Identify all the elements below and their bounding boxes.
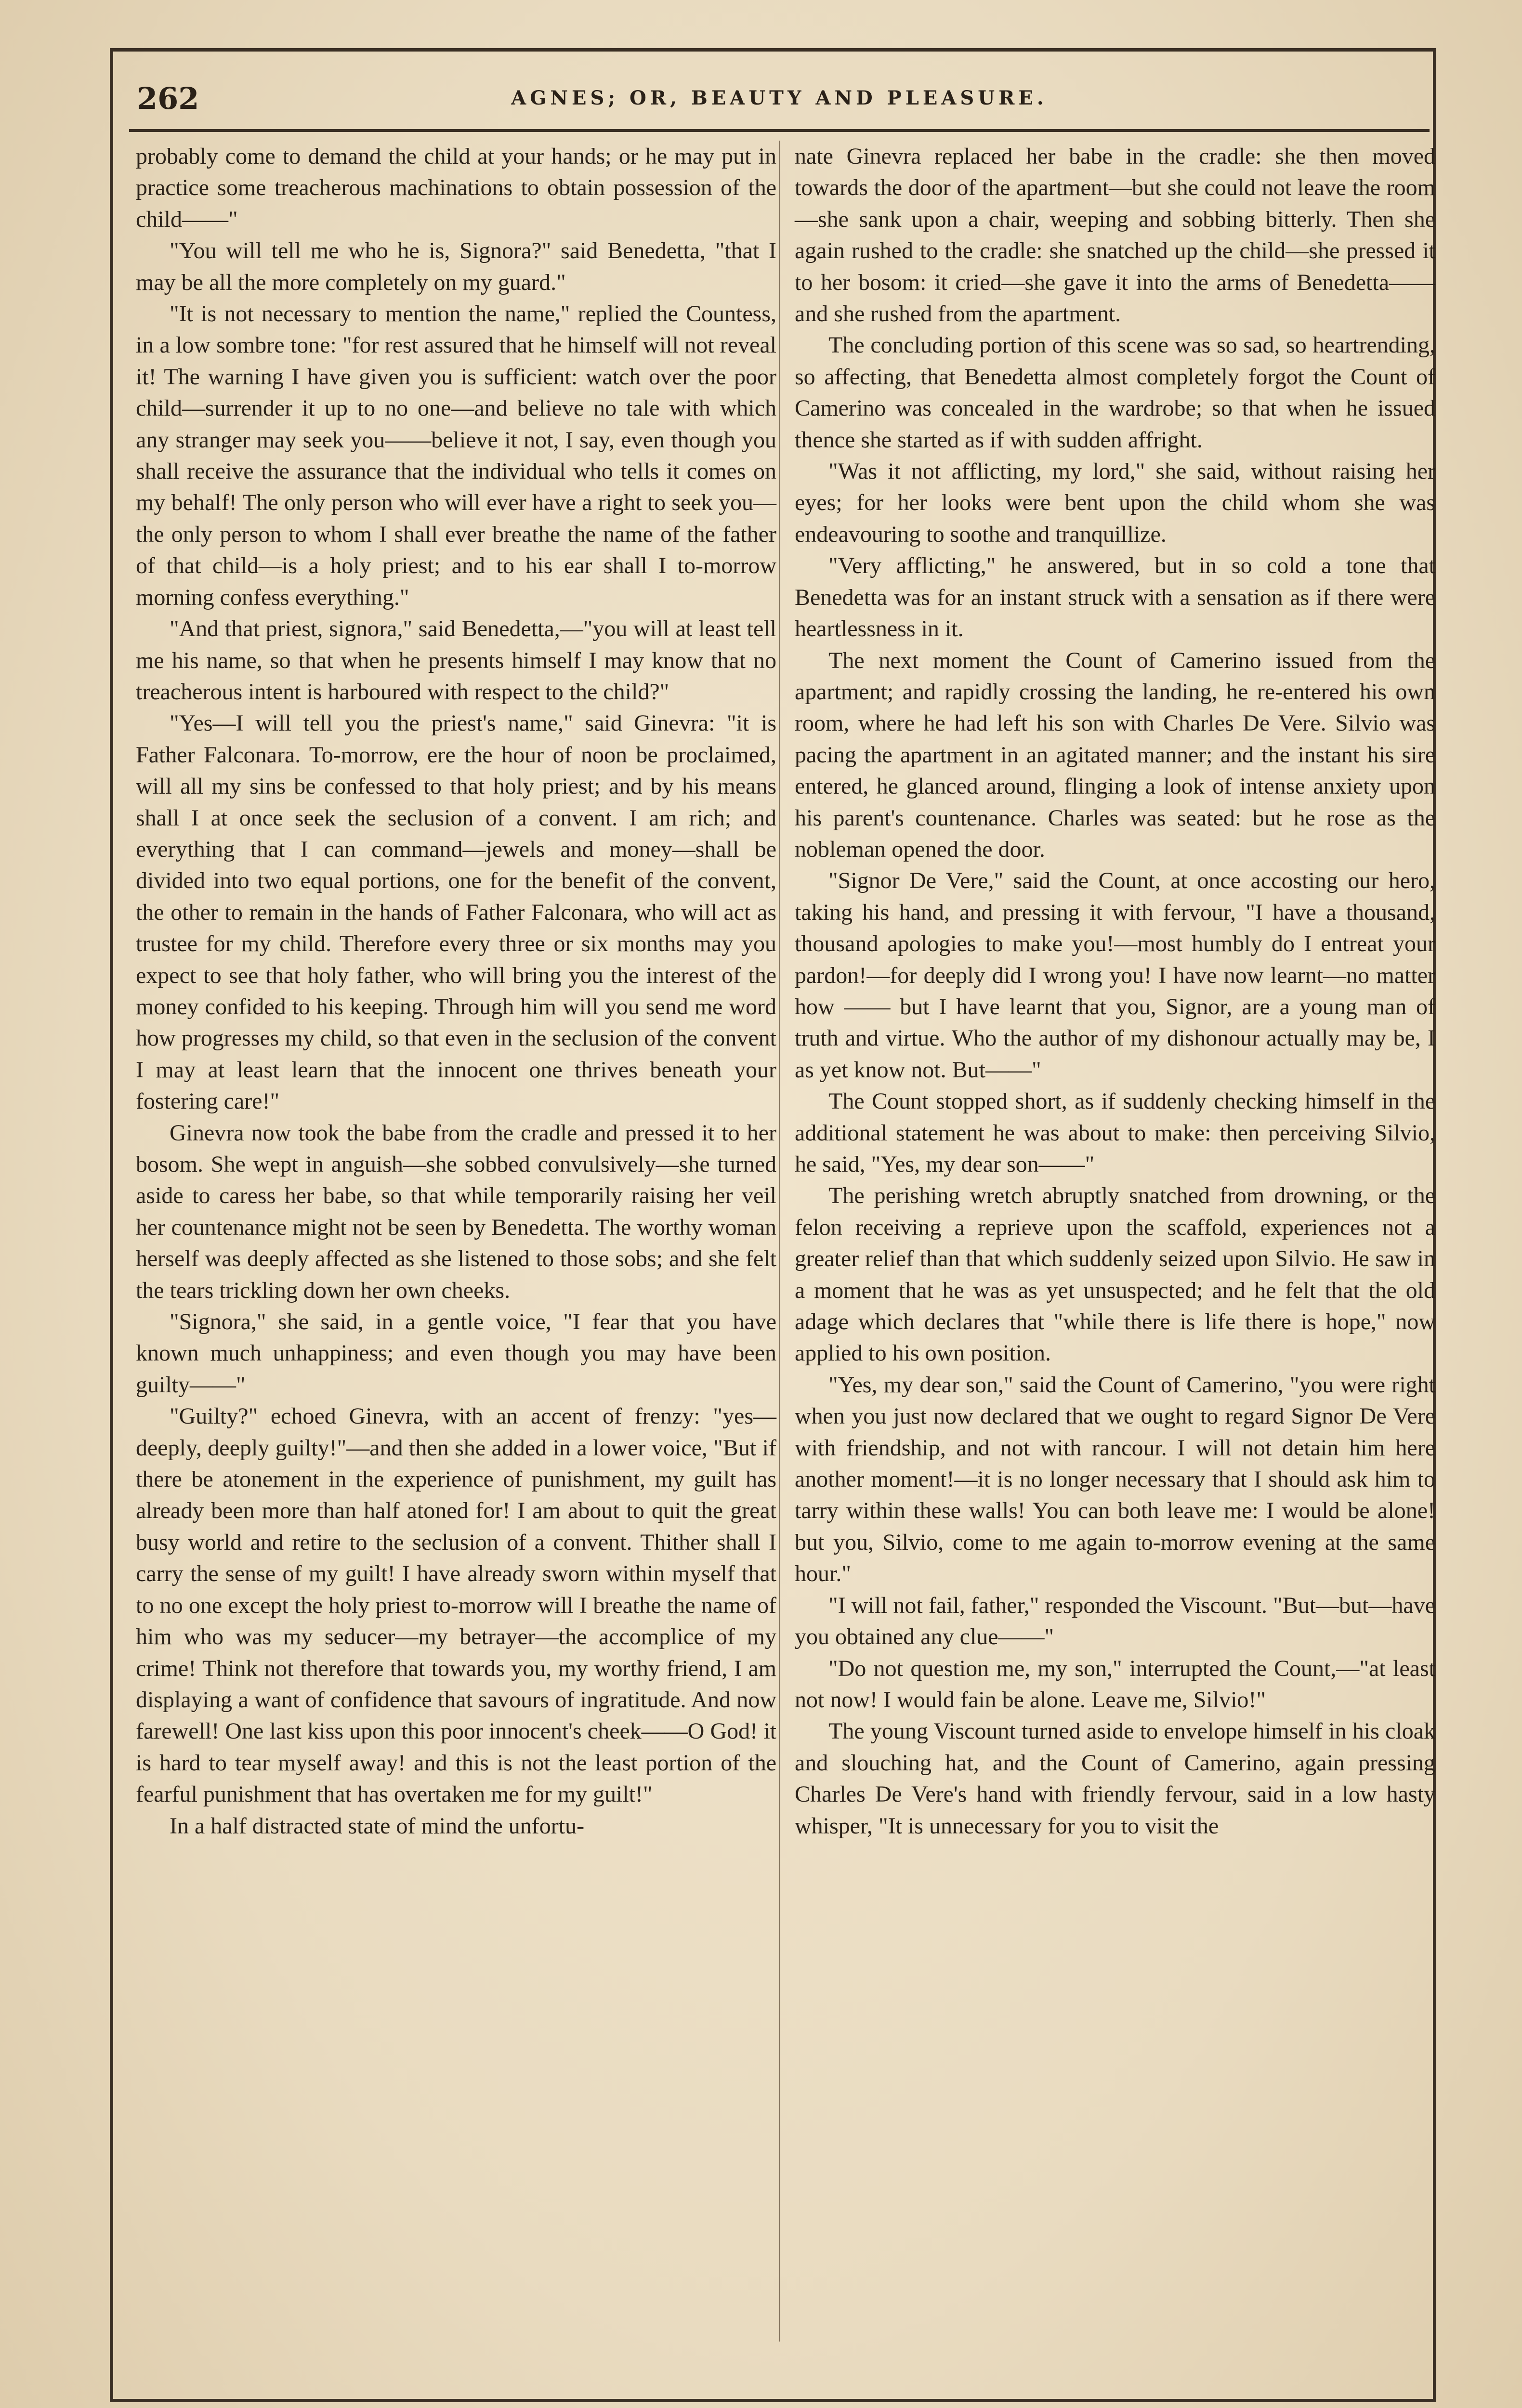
paragraph: The perishing wretch abruptly snatched from drowning, or the felon receiving a reprieve upon the scaffold, experiences not a greater relief than that which suddenly seized upon Silvio. He saw in a moment that he was as yet unsuspected; and he felt that the old adage which declares that "while there is life there is hope," now applied to his own position.: [795, 1183, 1435, 1366]
paragraph: "Yes—I will tell you the priest's name," said Ginevra: "it is Father Falconara. To-morrow, ere the hour of noon be proclaimed, will all my sins be confessed to that holy priest; and by his means shall I at once seek the seclusion of a convent. I am rich; and everything that I can command—jewels and money—shall be divided into two equal portions, one for the benefit of the convent, the other to remain in the hands of Father Falconara, who will act as trustee for my child. Therefore every three or six months may you expect to see that holy father, who will bring you the interest of the money confided to his keeping. Through him will you send me word how progresses my child, so that even in the seclusion of the convent I may at least learn that the innocent one thrives beneath your fostering care!": [136, 710, 776, 1114]
paragraph: "And that priest, signora," said Benedetta,—"you will at least tell me his name, so that when he presents himself I may know that no treacherous intent is harboured with respect to the child?": [136, 616, 776, 705]
right-column: [795, 141, 1435, 1842]
page-number: 262: [137, 81, 199, 116]
left-column: [136, 141, 776, 1842]
paragraph: The Count stopped short, as if suddenly checking himself in the additional statement he was about to make: then perceiving Silvio, he said, "Yes, my dear son——": [795, 1088, 1435, 1177]
running-title: AGNES; OR, BEAUTY AND PLEASURE.: [511, 87, 1048, 109]
paragraph: The concluding portion of this scene was so sad, so heartrending, so affecting, that Benedetta almost completely forgot the Count of Camerino was concealed in the wardrobe; so that when he issued thence she started as if with sudden affright.: [795, 332, 1435, 453]
paragraph: The young Viscount turned aside to envelope himself in his cloak and slouching hat, and the Count of Camerino, again pressing Charles De Vere's hand with friendly fervour, said in a low hasty whisper, "It is unnecessary for you to visit the: [795, 1718, 1435, 1839]
paragraph: Ginevra now took the babe from the cradle and pressed it to her bosom. She wept in anguish—she sobbed convulsively—she turned aside to caress her babe, so that while temporarily raising her veil her countenance might not be seen by Benedetta. The worthy woman herself was deeply affected as she listened to those sobs; and she felt the tears trickling down her own cheeks.: [136, 1120, 776, 1303]
paragraph: The next moment the Count of Camerino issued from the apartment; and rapidly crossing the landing, he re-entered his own room, where he had left his son with Charles De Vere. Silvio was pacing the apartment in an agitated manner; and the instant his sire entered, he glanced around, flinging a look of intense anxiety upon his parent's countenance. Charles was seated: but he rose as the nobleman opened the door.: [795, 647, 1435, 862]
column-divider: [779, 141, 780, 2342]
paragraph: "Guilty?" echoed Ginevra, with an accent of frenzy: "yes—deeply, deeply guilty!"—and then she added in a lower voice, "But if there be atonement in the experience of punishment, my guilt has already been more than half atoned for! I am about to quit the great busy world and retire to the seclusion of a convent. Thither shall I carry the sense of my guilt! I have already sworn within myself that to no one except the holy priest to-morrow will I breathe the name of him who was my seducer—my betrayer—the accomplice of my crime! Think not therefore that towards you, my worthy friend, I am displaying a want of confidence that savours of ingratitude. And now farewell! One last kiss upon this poor innocent's cheek——O God! it is hard to tear myself away! and this is not the least portion of the fearful punishment that has overtaken me for my guilt!": [136, 1403, 776, 1807]
paragraph: "It is not necessary to mention the name," replied the Countess, in a low sombre tone: "for rest assured that he himself will not reveal it! The warning I have given you is sufficient: watch over the poor child—surrender it up to no one—and believe no tale with which any stranger may seek you——believe it not, I say, even though you shall receive the assurance that the individual who tells it comes on my behalf! The only person who will ever have a right to seek you—the only person to whom I shall ever breathe the name of the father of that child—is a holy priest; and to his ear shall I to-morrow morning confess everything.": [136, 301, 776, 610]
paragraph: probably come to demand the child at your hands; or he may put in practice some treacherous machinations to obtain possession of the child——": [136, 144, 776, 232]
paragraph: "Was it not afflicting, my lord," she said, without raising her eyes; for her looks were bent upon the child whom she was endeavouring to soothe and tranquillize.: [795, 458, 1435, 547]
paragraph: "Very afflicting," he answered, but in so cold a tone that Benedetta was for an instant struck with a sensation as if there were heartlessness in it.: [795, 553, 1435, 642]
paragraph: In a half distracted state of mind the unfortu-: [170, 1813, 585, 1839]
paragraph: nate Ginevra replaced her babe in the cradle: she then moved towards the door of the apartment—but she could not leave the room—she sank upon a chair, weeping and sobbing bitterly. Then she again rushed to the cradle: she snatched up the child—she pressed it to her bosom: it cried—she gave it into the arms of Benedetta——and she rushed from the apartment.: [795, 144, 1435, 327]
paragraph: "Yes, my dear son," said the Count of Camerino, "you were right when you just now declared that we ought to regard Signor De Vere with friendship, and not with rancour. I will not detain him here another moment!—it is no longer necessary that I should ask him to tarry within these walls! You can both leave me: I would be alone! but you, Silvio, come to me again to-morrow evening at the same hour.": [795, 1372, 1435, 1587]
paragraph: "Signor De Vere," said the Count, at once accosting our hero, taking his hand, and pressing it with fervour, "I have a thousand, thousand apologies to make you!—most humbly do I entreat your pardon!—for deeply did I wrong you! I have now learnt—no matter how —— but I have learnt that you, Signor, are a young man of truth and virtue. Who the author of my dishonour actually may be, I as yet know not. But——": [795, 868, 1435, 1083]
paragraph: "Do not question me, my son," interrupted the Count,—"at least not now! I would fain be alone. Leave me, Silvio!": [795, 1655, 1435, 1713]
paragraph: "You will tell me who he is, Signora?" said Benedetta, "that I may be all the more completely on my guard.": [136, 238, 776, 295]
paragraph: "Signora," she said, in a gentle voice, "I fear that you have known much unhappiness; and even though you may have been guilty——": [136, 1309, 776, 1398]
header-rule: [129, 129, 1430, 132]
running-header: [129, 72, 1430, 125]
paragraph: "I will not fail, father," responded the Viscount. "But—but—have you obtained any clue——": [795, 1592, 1435, 1650]
